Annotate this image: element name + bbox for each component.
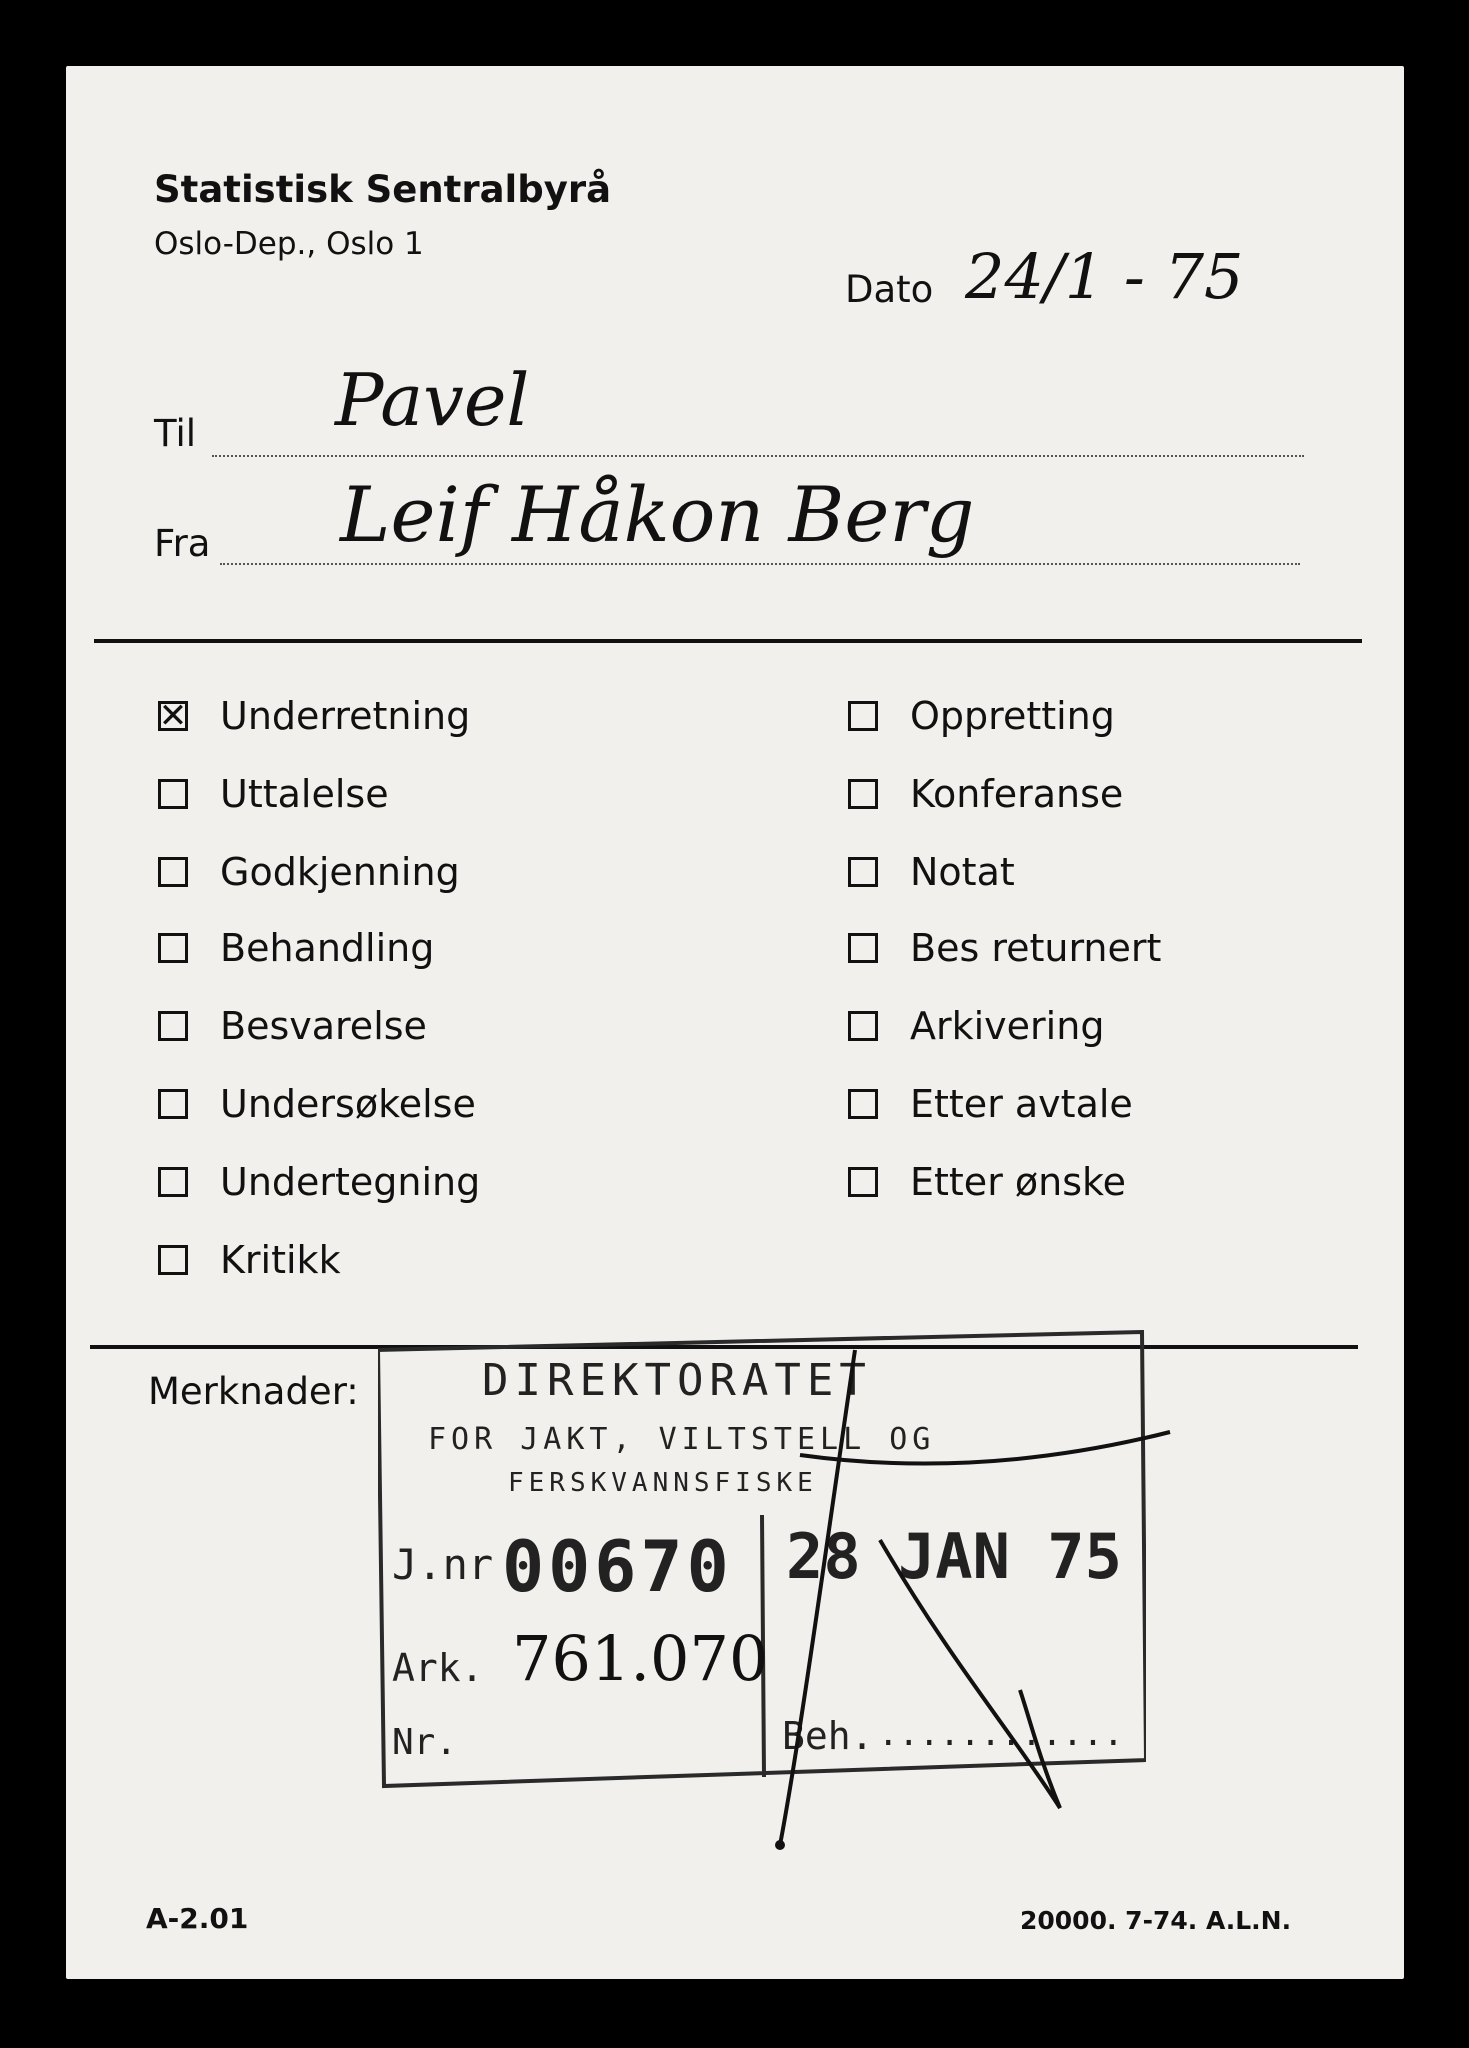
checkbox-label: Undertegning [220,1160,481,1204]
form-code: A-2.01 [146,1902,249,1935]
checkbox-label: Notat [910,850,1015,894]
fra-line [220,563,1300,565]
checkbox-box[interactable] [848,1011,878,1041]
stamp-line2: FOR JAKT, VILTSTELL OG [428,1422,936,1457]
checkbox-arkivering[interactable] [848,1000,1104,1052]
checkbox-label: Oppretting [910,694,1115,738]
stamp-beh-label: Beh. [782,1714,874,1758]
stamp-jnr-label: J.nr [392,1540,494,1589]
checkbox-box[interactable] [158,933,188,963]
print-info: 20000. 7-74. A.L.N. [1020,1906,1292,1935]
fra-value[interactable]: Leif Håkon Berg [340,470,975,559]
archive-stamp [378,1330,1146,1790]
til-label: Til [154,412,197,455]
checkbox-box[interactable] [158,857,188,887]
org-address: Oslo-Dep., Oslo 1 [154,226,424,262]
stamp-jnr-value: 00670 [502,1526,733,1608]
checkbox-besvarelse[interactable] [158,1000,427,1052]
fra-label: Fra [154,522,211,565]
checkbox-box[interactable] [848,779,878,809]
checkbox-label: Underretning [220,694,471,738]
checkbox-underretning[interactable] [158,690,470,742]
stamp-ark-value: 761.070 [512,1622,769,1695]
checkbox-label: Kritikk [220,1238,341,1282]
checkbox-behandling[interactable] [158,922,434,974]
stamp-beh-dots: ............ [878,1714,1124,1754]
merknader-label: Merknader: [148,1370,359,1413]
top-divider [94,639,1362,643]
dato-value[interactable]: 24/1 - 75 [965,240,1244,313]
checkbox-label: Uttalelse [220,772,389,816]
checkbox-label: Undersøkelse [220,1082,476,1126]
dato-label: Dato [845,268,934,311]
til-line [212,455,1304,457]
checkbox-box[interactable] [158,1011,188,1041]
checkbox-undertegning[interactable] [158,1156,480,1208]
checkbox-box[interactable] [158,1089,188,1119]
checkbox-uttalelse[interactable] [158,768,389,820]
checkbox-godkjenning[interactable] [158,846,460,898]
stamp-nr-label: Nr. [392,1722,458,1763]
checkbox-box[interactable] [158,1167,188,1197]
checkbox-box[interactable] [848,701,878,731]
checkbox-box[interactable] [848,933,878,963]
checkbox-box[interactable] [158,779,188,809]
checkbox-bes-returnert[interactable] [848,922,1161,974]
checkbox-label: Besvarelse [220,1004,427,1048]
checkbox-label: Godkjenning [220,850,460,894]
org-name: Statistisk Sentralbyrå [154,168,612,211]
checkbox-label: Etter avtale [910,1082,1133,1126]
checkbox-label: Behandling [220,926,435,970]
checkbox-etter-avtale[interactable] [848,1078,1133,1130]
til-value[interactable]: Pavel [335,358,530,442]
checkbox-oppretting[interactable] [848,690,1115,742]
checkbox-undersokelse[interactable] [158,1078,476,1130]
checkbox-box[interactable] [848,1167,878,1197]
checkbox-notat[interactable] [848,846,1015,898]
checkbox-label: Etter ønske [910,1160,1127,1204]
checkbox-label: Bes returnert [910,926,1162,970]
stamp-line1: DIREKTORATET [482,1355,872,1406]
checkbox-label: Arkivering [910,1004,1105,1048]
checkbox-kritikk[interactable] [158,1234,341,1286]
checkbox-etter-onske[interactable] [848,1156,1126,1208]
stamp-date: 28 JAN 75 [786,1520,1122,1593]
checkbox-box[interactable] [158,1245,188,1275]
checkbox-label: Konferanse [910,772,1124,816]
checkbox-box[interactable] [848,857,878,887]
checkbox-box[interactable] [848,1089,878,1119]
stamp-line3: FERSKVANNSFISKE [508,1468,818,1498]
checkbox-box[interactable]: ✕ [158,696,188,736]
checkbox-konferanse[interactable] [848,768,1123,820]
stamp-ark-label: Ark. [392,1646,484,1690]
